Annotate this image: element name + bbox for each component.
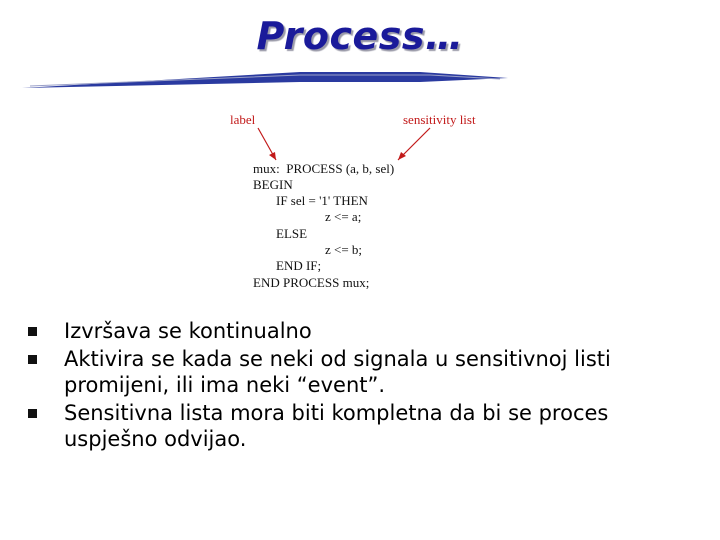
bullet-text: Sensitivna lista mora biti kompletna da bi se proces uspješno odvijao. (64, 401, 609, 451)
code-line: IF sel = '1' THEN (276, 193, 368, 208)
square-bullet-icon (28, 409, 37, 418)
slide-title: Process… (256, 14, 464, 58)
code-line: ELSE (276, 226, 308, 241)
bullet-item (28, 400, 708, 452)
code-line: BEGIN (253, 177, 293, 192)
code-line: END PROCESS mux; (253, 275, 370, 290)
label-annotation: label (230, 112, 256, 127)
sensitivity-list-annotation: sensitivity list (403, 112, 476, 127)
bullet-item (28, 346, 708, 398)
code-line: END IF; (276, 258, 322, 273)
bullet-text: Aktivira se kada se neki od signala u sensitivnoj listi promijeni, ili ima neki “event”. (64, 347, 611, 397)
bullet-list (28, 318, 708, 454)
code-line: z <= a; (325, 209, 362, 224)
square-bullet-icon (28, 327, 37, 336)
code-line: mux: PROCESS (a, b, sel) (253, 161, 395, 176)
bullet-text: Izvršava se kontinualno (64, 319, 312, 343)
code-line: z <= b; (325, 242, 363, 257)
square-bullet-icon (28, 355, 37, 364)
bullet-item (28, 318, 708, 344)
